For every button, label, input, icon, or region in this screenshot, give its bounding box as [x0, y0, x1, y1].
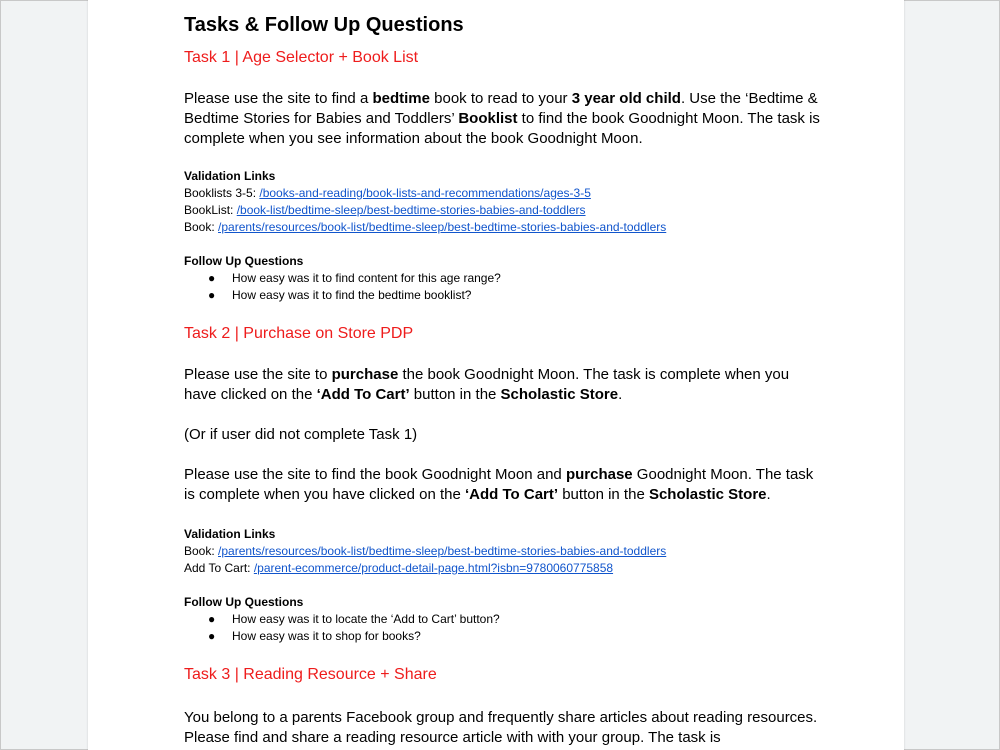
list-item: ● How easy was it to locate the ‘Add to Cart’ button?	[208, 612, 500, 626]
book-link[interactable]: /parents/resources/book-list/bedtime-sleep/best-bedtime-stories-babies-and-toddlers	[218, 544, 667, 558]
list-item: ● How easy was it to find the bedtime booklist?	[208, 288, 472, 302]
task3-heading: Task 3 | Reading Resource + Share	[184, 666, 437, 683]
task1-validation-heading: Validation Links	[184, 169, 276, 183]
task2-validation-link: Book: /parents/resources/book-list/bedtime-sleep/best-bedtime-stories-babies-and-toddlers	[184, 544, 667, 558]
list-item: ● How easy was it to find content for this age range?	[208, 271, 501, 285]
task1-description: Please use the site to find a bedtime book to read to your 3 year old child. Use the ‘Bedtime & Bedtime Stories for Babies and Toddlers’ Booklist to find the book Goodnight Moon. The task is complete when you see information about the book Goodnight Moon.	[184, 90, 820, 147]
task2-validation-heading: Validation Links	[184, 527, 276, 541]
task2-heading: Task 2 | Purchase on Store PDP	[184, 325, 414, 342]
task2-alt-description: Please use the site to find the book Goodnight Moon and purchase Goodnight Moon. The task is complete when you have clicked on the ‘Add To Cart’ button in the Scholastic Store.	[184, 466, 814, 503]
task2-followup-heading: Follow Up Questions	[184, 595, 304, 609]
task1-followup-heading: Follow Up Questions	[184, 254, 304, 268]
bullet-icon: ●	[208, 288, 216, 302]
page-title: Tasks & Follow Up Questions	[184, 14, 464, 36]
task1-validation-link: Book: /parents/resources/book-list/bedtime-sleep/best-bedtime-stories-babies-and-toddlers	[184, 220, 667, 234]
add-to-cart-link[interactable]: /parent-ecommerce/product-detail-page.html?isbn=9780060775858	[253, 561, 614, 575]
task1-validation-link: BookList: /book-list/bedtime-sleep/best-bedtime-stories-babies-and-toddlers	[184, 203, 586, 217]
task1-heading: Task 1 | Age Selector + Book List	[184, 49, 419, 66]
bullet-icon: ●	[208, 271, 216, 285]
task2-description: Please use the site to purchase the book Goodnight Moon. The task is complete when you have clicked on the ‘Add To Cart’ button in the Scholastic Store.	[184, 366, 790, 403]
bullet-icon: ●	[208, 612, 216, 626]
booklists-3-5-link[interactable]: /books-and-reading/book-lists-and-recommendations/ages-3-5	[259, 186, 591, 200]
task3-description: You belong to a parents Facebook group and frequently share articles about reading resources. Please find and share a reading resource article with with your group. The task is	[184, 709, 818, 746]
book-link[interactable]: /parents/resources/book-list/bedtime-sleep/best-bedtime-stories-babies-and-toddlers	[218, 220, 667, 234]
task2-validation-link: Add To Cart: /parent-ecommerce/product-detail-page.html?isbn=9780060775858	[184, 561, 614, 575]
booklist-link[interactable]: /book-list/bedtime-sleep/best-bedtime-stories-babies-and-toddlers	[236, 203, 586, 217]
task1-validation-link: Booklists 3-5: /books-and-reading/book-lists-and-recommendations/ages-3-5	[184, 186, 591, 200]
list-item: ● How easy was it to shop for books?	[208, 629, 421, 643]
bullet-icon: ●	[208, 629, 216, 643]
task2-alt-note: (Or if user did not complete Task 1)	[184, 426, 418, 443]
document-page	[88, 0, 904, 750]
